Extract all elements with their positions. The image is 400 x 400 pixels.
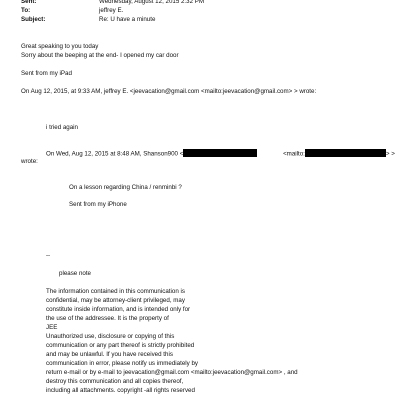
sent-value: Wednesday, August 12, 2015 2:32 PM <box>99 0 205 5</box>
disclaimer-line: destroy this communication and all copies thereof, <box>46 378 184 385</box>
redaction-block <box>183 149 257 157</box>
footer-separator: -- <box>46 252 51 259</box>
disclaimer-line: including all attachments. copyright -all rights reserved <box>46 387 195 394</box>
subject-value: Re: U have a minute <box>99 16 156 23</box>
to-value: jeffrey E. <box>99 7 124 14</box>
quote2-attribution <box>46 149 395 159</box>
quote1-body: i tried again <box>46 124 78 131</box>
sent-label: Sent: <box>21 0 37 5</box>
quote2-wrote: wrote: <box>21 158 38 165</box>
disclaimer-line: JEE <box>46 324 58 331</box>
disclaimer-line: confidential, may be attorney-client privileged, may <box>46 297 185 304</box>
disclaimer-line: Unauthorized use, disclosure or copying of this <box>46 333 175 340</box>
quote2-signature: Sent from my iPhone <box>69 201 127 208</box>
quote2-attribution-start: On Wed, Aug 12, 2015 at 8:48 AM, Shanson900 < <box>46 150 184 158</box>
please-note: please note <box>59 270 91 277</box>
disclaimer-line: and may be unlawful. If you have received this <box>46 351 173 358</box>
disclaimer-line: communication or any part thereof is strictly prohibited <box>46 342 195 349</box>
disclaimer-line: constitute inside information, and is intended only for <box>46 306 191 313</box>
quote2-attribution-end: > > <box>385 150 395 158</box>
disclaimer-line: the use of the addressee. It is the property of <box>46 315 169 322</box>
to-label: To: <box>21 7 31 14</box>
disclaimer-line: The information contained in this communication is <box>46 288 185 295</box>
subject-label: Subject: <box>21 16 46 23</box>
quote2-attribution-mid: <mailto: <box>283 150 305 158</box>
disclaimer-line: return e-mail or by e-mail to jeevacation@gmail.com <mailto:jeevacation@gmail.com> , and <box>46 369 298 376</box>
reply-signature: Sent from my iPad <box>21 70 72 77</box>
quote1-attribution: On Aug 12, 2015, at 9:33 AM, jeffrey E. <jeevacation@gmail.com <mailto:jeevacation@gmail.com> > wrote: <box>21 88 317 95</box>
reply-line-2: Sorry about the beeping at the end- I opened my car door <box>21 52 179 59</box>
disclaimer-line: communication in error, please notify us immediately by <box>46 360 199 367</box>
reply-line-1: Great speaking to you today <box>21 43 99 50</box>
quote2-body: On a lesson regarding China / renminbi ? <box>69 184 182 191</box>
redaction-block <box>305 149 386 157</box>
